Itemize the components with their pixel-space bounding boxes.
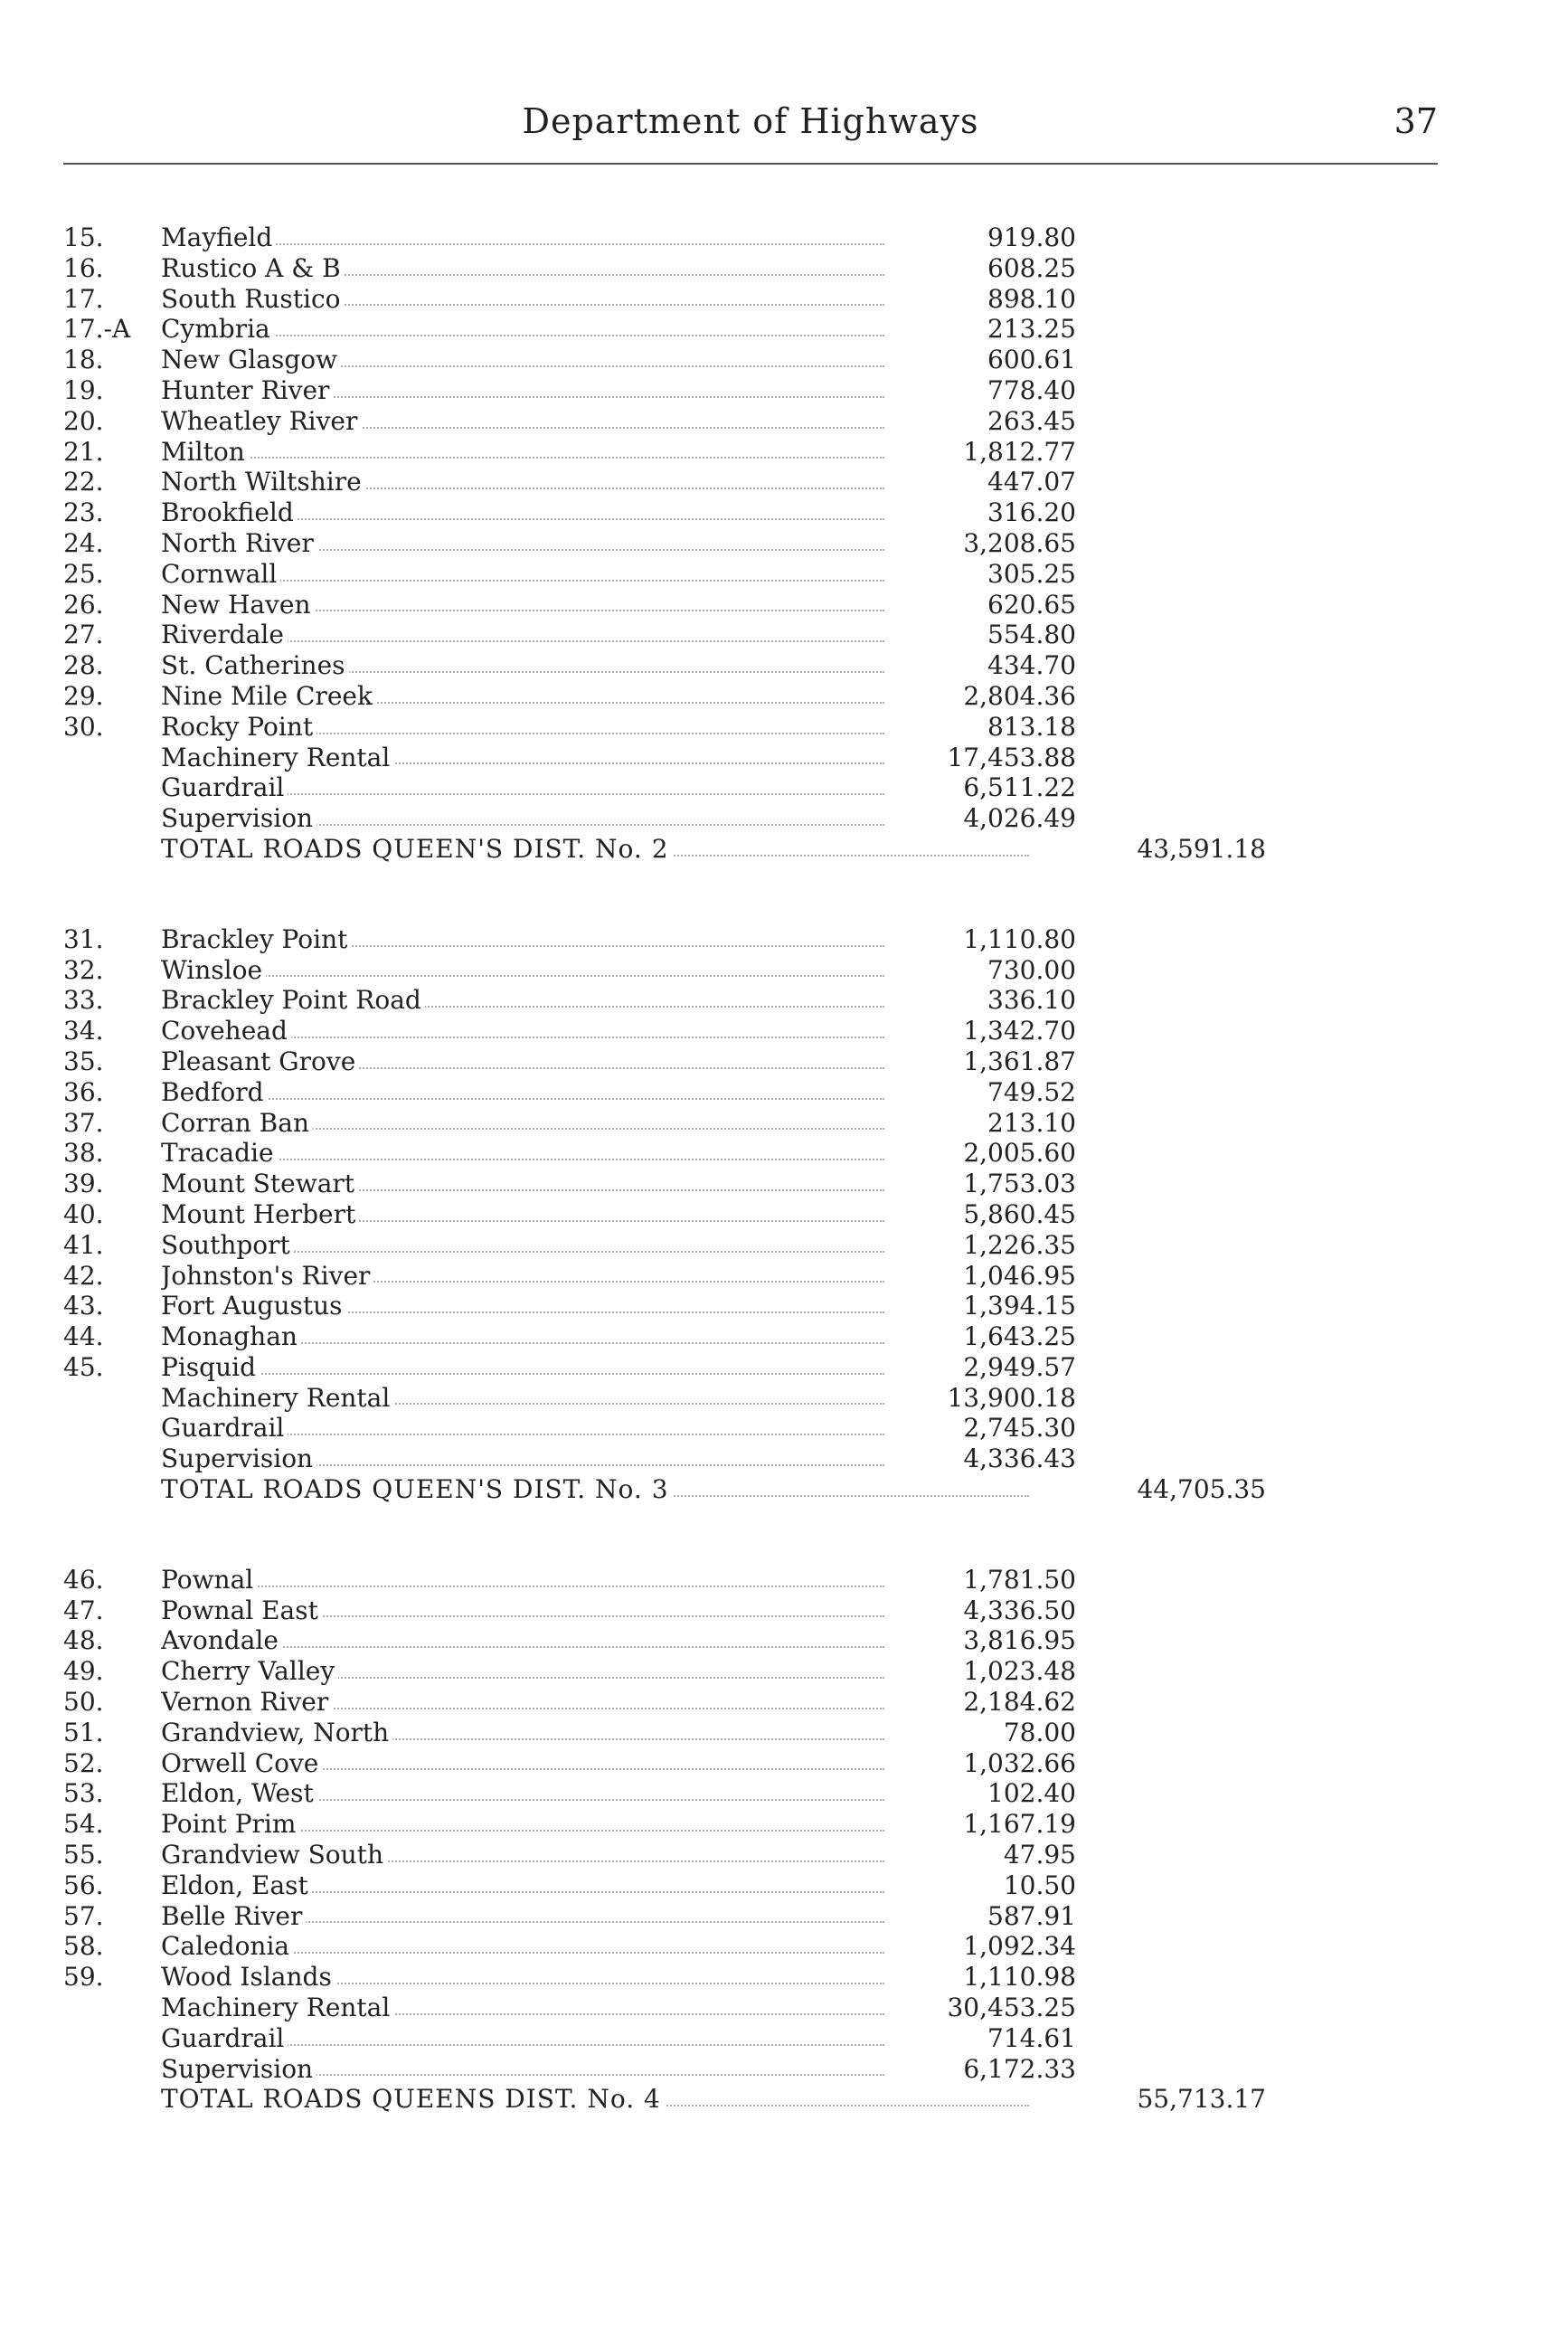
road-number: 35.	[63, 1046, 104, 1076]
road-name-label: Avondale	[161, 1625, 282, 1655]
table-row	[63, 1444, 1438, 1474]
road-amount: 1,110.98	[963, 1962, 1076, 1993]
road-number: 31.	[63, 923, 104, 954]
table-row	[63, 284, 1438, 315]
road-name	[161, 1321, 884, 1352]
road-number: 40.	[63, 1198, 104, 1229]
table-row	[63, 1383, 1438, 1414]
road-amount: 434.70	[987, 650, 1076, 681]
road-number: 25.	[63, 558, 104, 589]
table-row	[63, 590, 1438, 620]
district-total-label	[161, 2084, 1029, 2115]
district-total-amount: 55,713.17	[1137, 2084, 1266, 2115]
road-name	[161, 1199, 884, 1230]
district-total-amount: 44,705.35	[1137, 1474, 1266, 1505]
road-name-label: Supervision	[161, 1444, 316, 1473]
district-total-text: TOTAL ROADS QUEEN'S DIST. No. 3	[161, 1474, 673, 1504]
road-name-label: Vernon River	[161, 1687, 332, 1717]
district-total-row	[63, 1474, 1438, 1505]
table-row	[63, 314, 1438, 345]
road-amount: 1,226.35	[963, 1229, 1076, 1260]
road-name	[161, 1077, 884, 1108]
road-name-label: New Glasgow	[161, 345, 341, 374]
road-number: 57.	[63, 1900, 104, 1931]
table-row	[63, 528, 1438, 559]
road-name	[161, 1748, 884, 1779]
road-name	[161, 1565, 884, 1595]
road-name-label: Bedford	[161, 1077, 268, 1107]
road-amount: 1,032.66	[963, 1747, 1076, 1778]
road-name-label: Brackley Point	[161, 924, 351, 954]
road-name	[161, 345, 884, 375]
road-amount: 316.20	[987, 497, 1076, 528]
table-row	[63, 1809, 1438, 1840]
road-name-label: Guardrail	[161, 1413, 288, 1443]
table-row	[63, 375, 1438, 406]
district-total-row	[63, 834, 1438, 865]
road-name-label: Eldon, West	[161, 1778, 317, 1808]
table-row	[63, 1595, 1438, 1626]
road-amount: 336.10	[987, 985, 1076, 1016]
road-name-label: Tracadie	[161, 1138, 278, 1168]
road-amount: 714.61	[987, 2022, 1076, 2053]
table-row	[63, 650, 1438, 681]
road-amount: 600.61	[987, 345, 1076, 375]
table-row	[63, 1870, 1438, 1901]
road-name	[161, 559, 884, 590]
table-row	[63, 712, 1438, 743]
table-row	[63, 2054, 1438, 2085]
road-name	[161, 1870, 884, 1901]
road-amount: 2,804.36	[963, 680, 1076, 711]
table-row	[63, 772, 1438, 803]
road-name-label: Guardrail	[161, 2023, 288, 2053]
road-amount: 587.91	[987, 1900, 1076, 1931]
road-name-label: Fort Augustus	[161, 1291, 346, 1321]
table-row	[63, 1565, 1438, 1595]
road-amount: 47.95	[1003, 1840, 1076, 1870]
road-name	[161, 2054, 884, 2085]
road-number: 26.	[63, 589, 104, 620]
road-number: 48.	[63, 1625, 104, 1656]
road-name	[161, 1138, 884, 1169]
road-name-label: St. Catherines	[161, 650, 349, 680]
road-name	[161, 1230, 884, 1261]
road-number: 18.	[63, 345, 104, 375]
road-number: 33.	[63, 985, 104, 1016]
road-name	[161, 1931, 884, 1962]
road-number: 28.	[63, 650, 104, 681]
road-number: 50.	[63, 1687, 104, 1718]
road-number: 56.	[63, 1870, 104, 1900]
road-amount: 4,026.49	[963, 803, 1076, 834]
road-name	[161, 803, 884, 834]
road-name-label: Caledonia	[161, 1931, 293, 1961]
road-name	[161, 1901, 884, 1932]
road-name-label: Corran Ban	[161, 1108, 313, 1138]
district-total-text: TOTAL ROADS QUEENS DIST. No. 4	[161, 2084, 665, 2114]
road-amount: 730.00	[987, 954, 1076, 985]
district-total-text: TOTAL ROADS QUEEN'S DIST. No. 2	[161, 834, 673, 864]
road-amount: 213.25	[987, 314, 1076, 345]
road-number: 34.	[63, 1016, 104, 1046]
road-name	[161, 1993, 884, 2023]
road-name-label: New Haven	[161, 590, 314, 620]
road-name	[161, 253, 884, 284]
road-name-label: Cornwall	[161, 559, 280, 589]
table-row	[63, 1778, 1438, 1809]
district-section	[63, 924, 1438, 1505]
road-name	[161, 712, 884, 743]
road-name	[161, 590, 884, 620]
road-name-label: North River	[161, 528, 317, 558]
road-name-label: Wood Islands	[161, 1962, 335, 1992]
road-amount: 1,643.25	[963, 1321, 1076, 1352]
road-name	[161, 2023, 884, 2054]
road-name-label: Machinery Rental	[161, 1383, 393, 1413]
road-amount: 608.25	[987, 252, 1076, 283]
road-number: 55.	[63, 1840, 104, 1870]
road-number: 52.	[63, 1747, 104, 1778]
table-row	[63, 1077, 1438, 1108]
road-number: 21.	[63, 436, 104, 467]
road-name	[161, 1778, 884, 1809]
road-name	[161, 650, 884, 681]
road-number: 36.	[63, 1076, 104, 1107]
road-amount: 2,184.62	[963, 1687, 1076, 1718]
road-amount: 1,781.50	[963, 1564, 1076, 1595]
road-number: 54.	[63, 1809, 104, 1840]
table-row	[63, 1840, 1438, 1870]
road-name	[161, 1444, 884, 1474]
road-name	[161, 1383, 884, 1414]
district-section	[63, 222, 1438, 865]
road-name	[161, 681, 884, 712]
road-name-label: Eldon, East	[161, 1870, 312, 1900]
road-name	[161, 1656, 884, 1687]
road-name-label: Cherry Valley	[161, 1656, 338, 1686]
road-amount: 620.65	[987, 589, 1076, 620]
road-name	[161, 1169, 884, 1199]
road-name-label: Grandview, North	[161, 1718, 392, 1747]
road-amount: 1,046.95	[963, 1260, 1076, 1291]
road-name	[161, 1625, 884, 1656]
road-name-label: Mount Stewart	[161, 1169, 358, 1198]
road-number: 22.	[63, 467, 104, 497]
road-name	[161, 1108, 884, 1139]
road-number: 19.	[63, 374, 104, 405]
road-number: 27.	[63, 620, 104, 650]
road-name	[161, 284, 884, 315]
page-header	[63, 101, 1438, 156]
road-amount: 898.10	[987, 283, 1076, 314]
table-row	[63, 1261, 1438, 1292]
table-row	[63, 1016, 1438, 1046]
road-name	[161, 1962, 884, 1993]
road-number: 46.	[63, 1564, 104, 1595]
table-row	[63, 437, 1438, 468]
table-row	[63, 1352, 1438, 1383]
road-name	[161, 1840, 884, 1870]
district-total-amount: 43,591.18	[1137, 833, 1266, 864]
road-amount: 3,208.65	[963, 527, 1076, 558]
road-name	[161, 985, 884, 1016]
table-row	[63, 222, 1438, 253]
road-amount: 78.00	[1003, 1717, 1076, 1747]
table-row	[63, 345, 1438, 375]
road-amount: 919.80	[987, 222, 1076, 252]
road-name-label: Monaghan	[161, 1321, 301, 1351]
road-number: 53.	[63, 1778, 104, 1809]
road-name-label: Johnston's River	[161, 1261, 373, 1291]
road-number: 49.	[63, 1656, 104, 1687]
road-name	[161, 375, 884, 406]
road-amount: 1,167.19	[963, 1809, 1076, 1840]
road-name-label: Riverdale	[161, 620, 288, 649]
road-amount: 5,860.45	[963, 1198, 1076, 1229]
road-name	[161, 620, 884, 650]
table-row	[63, 743, 1438, 773]
district-total-label	[161, 834, 1029, 865]
table-row	[63, 1625, 1438, 1656]
road-number: 59.	[63, 1962, 104, 1993]
road-name	[161, 772, 884, 803]
road-amount: 4,336.50	[963, 1595, 1076, 1625]
road-name	[161, 222, 884, 253]
road-amount: 1,092.34	[963, 1931, 1076, 1962]
road-amount: 1,342.70	[963, 1016, 1076, 1046]
road-name	[161, 467, 884, 497]
road-amount: 213.10	[987, 1107, 1076, 1138]
road-name-label: Mount Herbert	[161, 1199, 359, 1229]
road-name-label: Point Prim	[161, 1809, 299, 1839]
table-row	[63, 1962, 1438, 1993]
table-row	[63, 2023, 1438, 2054]
table-row	[63, 1901, 1438, 1932]
road-amount: 447.07	[987, 467, 1076, 497]
road-name	[161, 1046, 884, 1077]
road-name	[161, 1595, 884, 1626]
road-name	[161, 1352, 884, 1383]
road-amount: 6,511.22	[963, 772, 1076, 803]
road-amount: 1,110.80	[963, 923, 1076, 954]
header-rule	[63, 163, 1438, 165]
road-number: 43.	[63, 1291, 104, 1321]
road-name-label: Guardrail	[161, 772, 288, 802]
road-number: 30.	[63, 711, 104, 742]
district-total-row	[63, 2084, 1438, 2115]
table-row	[63, 1993, 1438, 2023]
table-row	[63, 1108, 1438, 1139]
road-amount: 813.18	[987, 711, 1076, 742]
road-name-label: Brackley Point Road	[161, 985, 425, 1015]
road-name-label: Brookfield	[161, 497, 298, 527]
road-name-label: Mayfield	[161, 222, 276, 252]
road-amount: 6,172.33	[963, 2053, 1076, 2084]
road-amount: 2,745.30	[963, 1413, 1076, 1444]
road-name-label: Pownal	[161, 1565, 257, 1595]
table-row	[63, 1291, 1438, 1321]
road-number: 38.	[63, 1138, 104, 1169]
road-amount: 1,812.77	[963, 436, 1076, 467]
road-amount: 1,023.48	[963, 1656, 1076, 1687]
road-name-label: Machinery Rental	[161, 743, 393, 772]
table-row	[63, 1199, 1438, 1230]
road-number: 15.	[63, 222, 104, 252]
road-amount: 2,949.57	[963, 1351, 1076, 1382]
road-number: 32.	[63, 954, 104, 985]
road-amount: 30,453.25	[947, 1993, 1076, 2023]
page-title: Department of Highways	[522, 101, 979, 141]
road-amount: 17,453.88	[947, 742, 1076, 772]
district-sections	[63, 222, 1438, 2115]
road-name	[161, 955, 884, 986]
road-name-label: Covehead	[161, 1016, 291, 1046]
road-amount: 2,005.60	[963, 1138, 1076, 1169]
road-number: 42.	[63, 1260, 104, 1291]
table-row	[63, 253, 1438, 284]
road-number: 20.	[63, 405, 104, 436]
road-name	[161, 924, 884, 955]
table-row	[63, 803, 1438, 834]
road-number: 58.	[63, 1931, 104, 1962]
road-name	[161, 1687, 884, 1718]
table-row	[63, 681, 1438, 712]
road-name-label: North Wiltshire	[161, 467, 365, 497]
road-amount: 1,361.87	[963, 1046, 1076, 1076]
road-number: 44.	[63, 1321, 104, 1352]
table-row	[63, 985, 1438, 1016]
road-name-label: Rocky Point	[161, 712, 316, 742]
road-number: 39.	[63, 1169, 104, 1199]
road-name-label: Machinery Rental	[161, 1993, 393, 2022]
road-name	[161, 314, 884, 345]
road-name-label: Pleasant Grove	[161, 1046, 359, 1076]
road-number: 51.	[63, 1717, 104, 1747]
road-amount: 1,753.03	[963, 1169, 1076, 1199]
road-name-label: Grandview South	[161, 1840, 387, 1870]
road-amount: 1,394.15	[963, 1291, 1076, 1321]
road-name	[161, 1809, 884, 1840]
road-name-label: Orwell Cove	[161, 1748, 322, 1778]
table-row	[63, 1138, 1438, 1169]
page-number: 37	[1393, 101, 1438, 141]
road-amount: 749.52	[987, 1076, 1076, 1107]
road-name	[161, 1016, 884, 1046]
road-name-label: South Rustico	[161, 284, 345, 314]
table-row	[63, 1321, 1438, 1352]
road-amount: 10.50	[1003, 1870, 1076, 1900]
road-amount: 305.25	[987, 558, 1076, 589]
table-row	[63, 467, 1438, 497]
table-row	[63, 1748, 1438, 1779]
road-number: 17.	[63, 283, 104, 314]
table-row	[63, 1687, 1438, 1718]
table-row	[63, 955, 1438, 986]
table-row	[63, 1718, 1438, 1748]
road-name-label: Supervision	[161, 803, 316, 833]
road-amount: 554.80	[987, 620, 1076, 650]
road-amount: 3,816.95	[963, 1625, 1076, 1656]
table-row	[63, 406, 1438, 437]
road-name	[161, 1291, 884, 1321]
road-number: 23.	[63, 497, 104, 528]
road-name	[161, 1413, 884, 1444]
road-name	[161, 497, 884, 528]
district-total-label	[161, 1474, 1029, 1505]
road-number: 47.	[63, 1595, 104, 1625]
road-amount: 13,900.18	[947, 1382, 1076, 1413]
table-row	[63, 924, 1438, 955]
road-name-label: Hunter River	[161, 375, 333, 405]
road-number: 29.	[63, 680, 104, 711]
road-amount: 4,336.43	[963, 1444, 1076, 1474]
table-row	[63, 1230, 1438, 1261]
table-row	[63, 620, 1438, 650]
table-row	[63, 1169, 1438, 1199]
table-row	[63, 497, 1438, 528]
district-section	[63, 1565, 1438, 2115]
road-name-label: Milton	[161, 437, 249, 467]
road-number: 24.	[63, 527, 104, 558]
road-name-label: Nine Mile Creek	[161, 681, 376, 711]
road-number: 16.	[63, 252, 104, 283]
road-amount: 102.40	[987, 1778, 1076, 1809]
road-number: 17.-A	[63, 314, 131, 345]
road-name-label: Cymbria	[161, 314, 274, 344]
road-name-label: Winsloe	[161, 955, 266, 985]
table-row	[63, 1413, 1438, 1444]
road-name-label: Wheatley River	[161, 406, 361, 436]
road-name	[161, 1261, 884, 1292]
road-name	[161, 406, 884, 437]
road-number: 41.	[63, 1229, 104, 1260]
table-row	[63, 1046, 1438, 1077]
road-name-label: Pisquid	[161, 1352, 260, 1382]
road-name-label: Pownal East	[161, 1595, 322, 1625]
road-name	[161, 528, 884, 559]
road-amount: 778.40	[987, 374, 1076, 405]
road-name-label: Belle River	[161, 1901, 306, 1931]
road-number: 45.	[63, 1351, 104, 1382]
road-name-label: Supervision	[161, 2054, 316, 2084]
table-row	[63, 1931, 1438, 1962]
table-row	[63, 559, 1438, 590]
road-name	[161, 1718, 884, 1748]
road-number: 37.	[63, 1107, 104, 1138]
road-name	[161, 437, 884, 468]
table-row	[63, 1656, 1438, 1687]
road-name-label: Southport	[161, 1230, 294, 1260]
road-name	[161, 743, 884, 773]
road-name-label: Rustico A & B	[161, 253, 345, 283]
road-amount: 263.45	[987, 405, 1076, 436]
